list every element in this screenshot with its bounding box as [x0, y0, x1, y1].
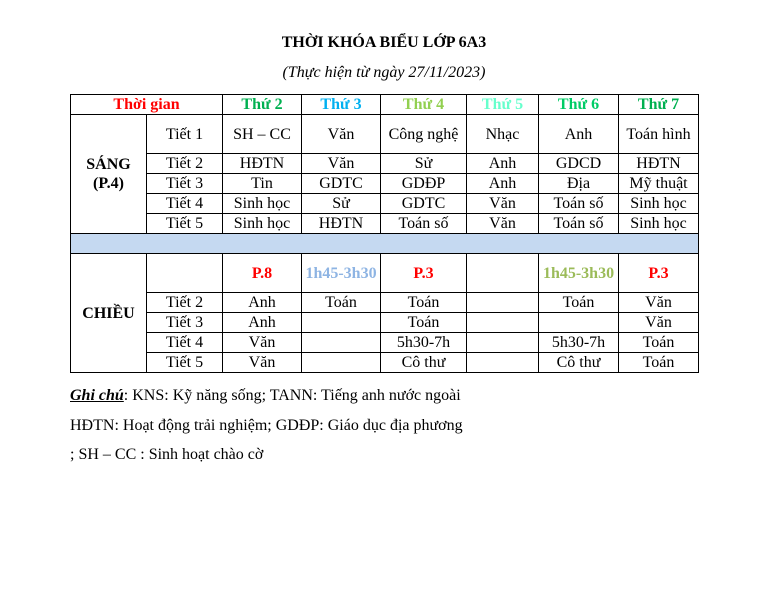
subject-cell: Toán: [539, 293, 619, 313]
subject-cell: Toán: [381, 313, 467, 333]
note-line-2: HĐTN: Hoạt động trải nghiệm; GDĐP: Giáo dục địa phương: [70, 417, 463, 434]
header-day: Thứ 3: [302, 95, 381, 115]
subject-cell: Sinh học: [619, 214, 699, 234]
subject-cell: GDCD: [539, 154, 619, 174]
subject-cell: Tin: [223, 174, 302, 194]
subject-cell: [467, 293, 539, 313]
subject-cell: Anh: [467, 174, 539, 194]
subject-cell: [467, 333, 539, 353]
afternoon-row: [71, 313, 699, 333]
page-title: THỜI KHÓA BIỂU LỚP 6A3: [281, 34, 487, 51]
subject-cell: Văn: [302, 115, 381, 154]
subject-cell: Anh: [223, 313, 302, 333]
subject-cell: Sinh học: [223, 214, 302, 234]
subject-cell: Sinh học: [619, 194, 699, 214]
subject-cell: [302, 353, 381, 373]
morning-session-cell: [71, 115, 147, 234]
period-label: Tiết 2: [147, 154, 223, 174]
morning-row: [71, 194, 699, 214]
subject-cell: Sử: [302, 194, 381, 214]
morning-row: [71, 115, 699, 154]
subject-cell: Cô thư: [539, 353, 619, 373]
morning-row: [71, 154, 699, 174]
separator-cell: [71, 234, 699, 254]
empty-cell: [147, 254, 223, 293]
subject-cell: [467, 353, 539, 373]
note-label: Ghi chú: [70, 387, 124, 404]
subject-cell: Toán: [619, 333, 699, 353]
subject-cell: Nhạc: [467, 115, 539, 154]
period-label: Tiết 3: [147, 174, 223, 194]
subject-cell: [302, 333, 381, 353]
morning-row: [71, 174, 699, 194]
header-row: [71, 95, 699, 115]
period-label: Tiết 4: [147, 333, 223, 353]
subject-cell: Văn: [302, 154, 381, 174]
subject-cell: Sinh học: [223, 194, 302, 214]
afternoon-row: [71, 333, 699, 353]
subject-cell: [302, 313, 381, 333]
subject-cell: SH – CC: [223, 115, 302, 154]
header-day: Thứ 6: [539, 95, 619, 115]
subject-cell: Văn: [467, 194, 539, 214]
header-time: Thời gian: [71, 95, 223, 115]
room-cell: 1h45-3h30: [302, 254, 381, 293]
subject-cell: Văn: [223, 353, 302, 373]
room-cell: P.8: [223, 254, 302, 293]
subject-cell: Văn: [619, 313, 699, 333]
subject-cell: HĐTN: [223, 154, 302, 174]
subject-cell: Cô thư: [381, 353, 467, 373]
period-label: Tiết 5: [147, 214, 223, 234]
morning-session-label: SÁNG: [86, 156, 131, 173]
subject-cell: HĐTN: [302, 214, 381, 234]
afternoon-session-cell: CHIỀU: [71, 254, 147, 373]
note-line-3: ; SH – CC : Sinh hoạt chào cờ: [70, 446, 264, 463]
subject-cell: Toán số: [381, 214, 467, 234]
subject-cell: GDTC: [302, 174, 381, 194]
subject-cell: Anh: [467, 154, 539, 174]
subject-cell: Sử: [381, 154, 467, 174]
subject-cell: Văn: [619, 293, 699, 313]
room-cell: P.3: [619, 254, 699, 293]
subject-cell: Toán: [302, 293, 381, 313]
subject-cell: Toán số: [539, 194, 619, 214]
subject-cell: 5h30-7h: [539, 333, 619, 353]
subject-cell: GDĐP: [381, 174, 467, 194]
subject-cell: Toán hình: [619, 115, 699, 154]
subject-cell: [539, 313, 619, 333]
note-line-1: [70, 387, 461, 405]
header-day: Thứ 5: [467, 95, 539, 115]
period-label: Tiết 5: [147, 353, 223, 373]
subject-cell: Mỹ thuật: [619, 174, 699, 194]
subject-cell: Công nghệ: [381, 115, 467, 154]
separator-row: [71, 234, 699, 254]
period-label: Tiết 3: [147, 313, 223, 333]
morning-room-label: (P.4): [93, 175, 124, 192]
subject-cell: Văn: [223, 333, 302, 353]
subject-cell: [467, 313, 539, 333]
subject-cell: Địa: [539, 174, 619, 194]
afternoon-row: [71, 353, 699, 373]
page-subtitle: (Thực hiện từ ngày 27/11/2023): [282, 64, 486, 81]
subject-cell: Anh: [539, 115, 619, 154]
subject-cell: Toán số: [539, 214, 619, 234]
header-day: Thứ 4: [381, 95, 467, 115]
timetable: [70, 94, 699, 373]
subject-cell: HĐTN: [619, 154, 699, 174]
subject-cell: Toán: [381, 293, 467, 313]
subject-cell: Toán: [619, 353, 699, 373]
header-day: Thứ 7: [619, 95, 699, 115]
afternoon-row: [71, 293, 699, 313]
room-cell: P.3: [381, 254, 467, 293]
period-label: Tiết 1: [147, 115, 223, 154]
room-cell: [467, 254, 539, 293]
afternoon-room-row: [71, 254, 699, 293]
header-day: Thứ 2: [223, 95, 302, 115]
subject-cell: Văn: [467, 214, 539, 234]
note-text-1: : KNS: Kỹ năng sống; TANN: Tiếng anh nước ngoài: [123, 387, 461, 404]
subject-cell: 5h30-7h: [381, 333, 467, 353]
period-label: Tiết 2: [147, 293, 223, 313]
period-label: Tiết 4: [147, 194, 223, 214]
morning-row: [71, 214, 699, 234]
subject-cell: Anh: [223, 293, 302, 313]
room-cell: 1h45-3h30: [539, 254, 619, 293]
subject-cell: GDTC: [381, 194, 467, 214]
